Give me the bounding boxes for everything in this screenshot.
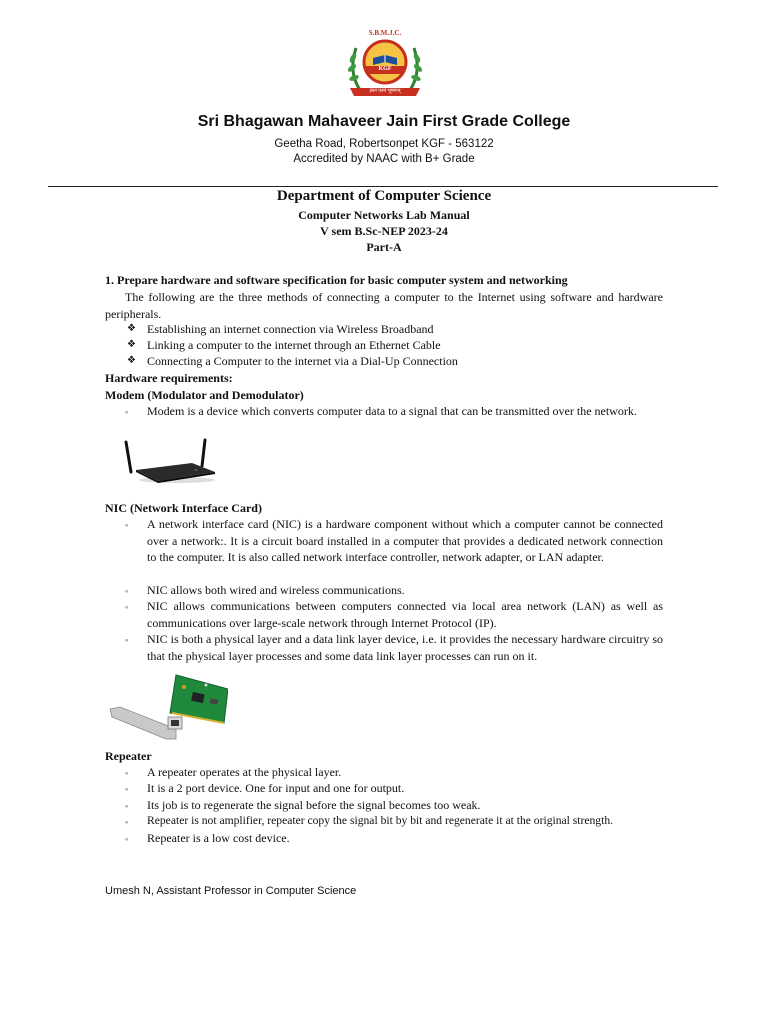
- diamond-bullet-icon: ❖: [127, 323, 136, 334]
- repeater-point: Its job is to regenerate the signal before the signal becomes too weak.: [147, 798, 481, 812]
- list-item: [125, 813, 663, 831]
- part-title: Part-A: [366, 240, 402, 254]
- repeater-heading: Repeater: [105, 749, 152, 763]
- list-item: [127, 337, 663, 354]
- repeater-point: Repeater is a low cost device.: [147, 831, 290, 845]
- circle-bullet-icon: ◦: [125, 586, 129, 596]
- section1-heading: 1. Prepare hardware and software specification for basic computer system and networking: [105, 273, 568, 287]
- nic-heading: NIC (Network Interface Card): [105, 501, 262, 515]
- list-item: [127, 353, 663, 370]
- circle-bullet-icon: ◦: [125, 768, 129, 778]
- repeater-point: A repeater operates at the physical layer.: [147, 765, 342, 779]
- list-item: [125, 598, 663, 631]
- modem-image: [122, 436, 217, 486]
- nic-point: A network interface card (NIC) is a hardware component without which a computer cannot be connected over a network:. It is a circuit board installed in a computer that provides a dedicated network connection to the computer. It is also called network interface controller, network adapter, or LAN adapter.: [147, 517, 663, 564]
- header-divider: [48, 186, 718, 187]
- nic-card-image: [106, 673, 228, 741]
- hardware-heading: Hardware requirements:: [105, 371, 233, 385]
- diamond-bullet-icon: ❖: [127, 339, 136, 350]
- circle-bullet-icon: ◦: [125, 520, 129, 530]
- accreditation-text: Accredited by NAAC with B+ Grade: [293, 153, 475, 165]
- logo-arc-text: S.B.M.J.C.: [368, 29, 402, 37]
- college-address: Geetha Road, Robertsonpet KGF - 563122: [274, 138, 494, 150]
- diamond-bullet-icon: ❖: [127, 355, 136, 366]
- list-item: [127, 321, 663, 338]
- manual-title: Computer Networks Lab Manual: [298, 208, 470, 222]
- modem-point: Modem is a device which converts computer data to a signal that can be transmitted over the network.: [147, 404, 637, 418]
- circle-bullet-icon: ◦: [125, 784, 129, 794]
- college-logo: [340, 28, 430, 104]
- list-item: [125, 403, 663, 421]
- nic-point: NIC is both a physical layer and a data link layer device, i.e. it provides the necessary hardware circuitry so that the physical layer processes and some data link layer processes can run on it.: [147, 632, 663, 663]
- logo-band-text: KGF: [378, 66, 392, 72]
- nic-point: NIC allows communications between computers connected via local area network (LAN) as well as communications over large-scale network through Internet Protocol (IP).: [147, 599, 663, 630]
- circle-bullet-icon: ◦: [125, 801, 129, 811]
- circle-bullet-icon: ◦: [125, 602, 129, 612]
- list-item: [125, 780, 663, 798]
- department-title: Department of Computer Science: [276, 188, 492, 204]
- method-text: Linking a computer to the internet through an Ethernet Cable: [147, 338, 441, 352]
- circle-bullet-icon: ◦: [125, 834, 129, 844]
- method-text: Connecting a Computer to the internet via a Dial-Up Connection: [147, 354, 458, 368]
- list-item: [125, 582, 663, 600]
- semester-title: V sem B.Sc-NEP 2023-24: [320, 224, 448, 238]
- repeater-point: It is a 2 port device. One for input and one for output.: [147, 781, 405, 795]
- circle-bullet-icon: ◦: [125, 635, 129, 645]
- nic-point: NIC allows both wired and wireless communications.: [147, 583, 405, 597]
- circle-bullet-icon: ◦: [125, 817, 129, 827]
- modem-heading: Modem (Modulator and Demodulator): [105, 388, 304, 402]
- list-item: [125, 516, 663, 566]
- list-item: [125, 631, 663, 664]
- circle-bullet-icon: ◦: [125, 407, 129, 417]
- footer-author: Umesh N, Assistant Professor in Computer Science: [105, 885, 357, 897]
- list-item: [125, 764, 663, 782]
- list-item: [125, 797, 663, 815]
- list-item: [125, 830, 663, 848]
- method-text: Establishing an internet connection via Wireless Broadband: [147, 322, 434, 336]
- logo-ribbon-text: ज्ञानं परमं भूषणम्: [369, 88, 401, 94]
- college-name: Sri Bhagawan Mahaveer Jain First Grade College: [197, 113, 571, 130]
- section1-intro: The following are the three methods of connecting a computer to the Internet using software and hardware peripherals.: [105, 290, 663, 321]
- repeater-point: Repeater is not amplifier, repeater copy the signal bit by bit and regenerate it at the original strength.: [147, 814, 614, 827]
